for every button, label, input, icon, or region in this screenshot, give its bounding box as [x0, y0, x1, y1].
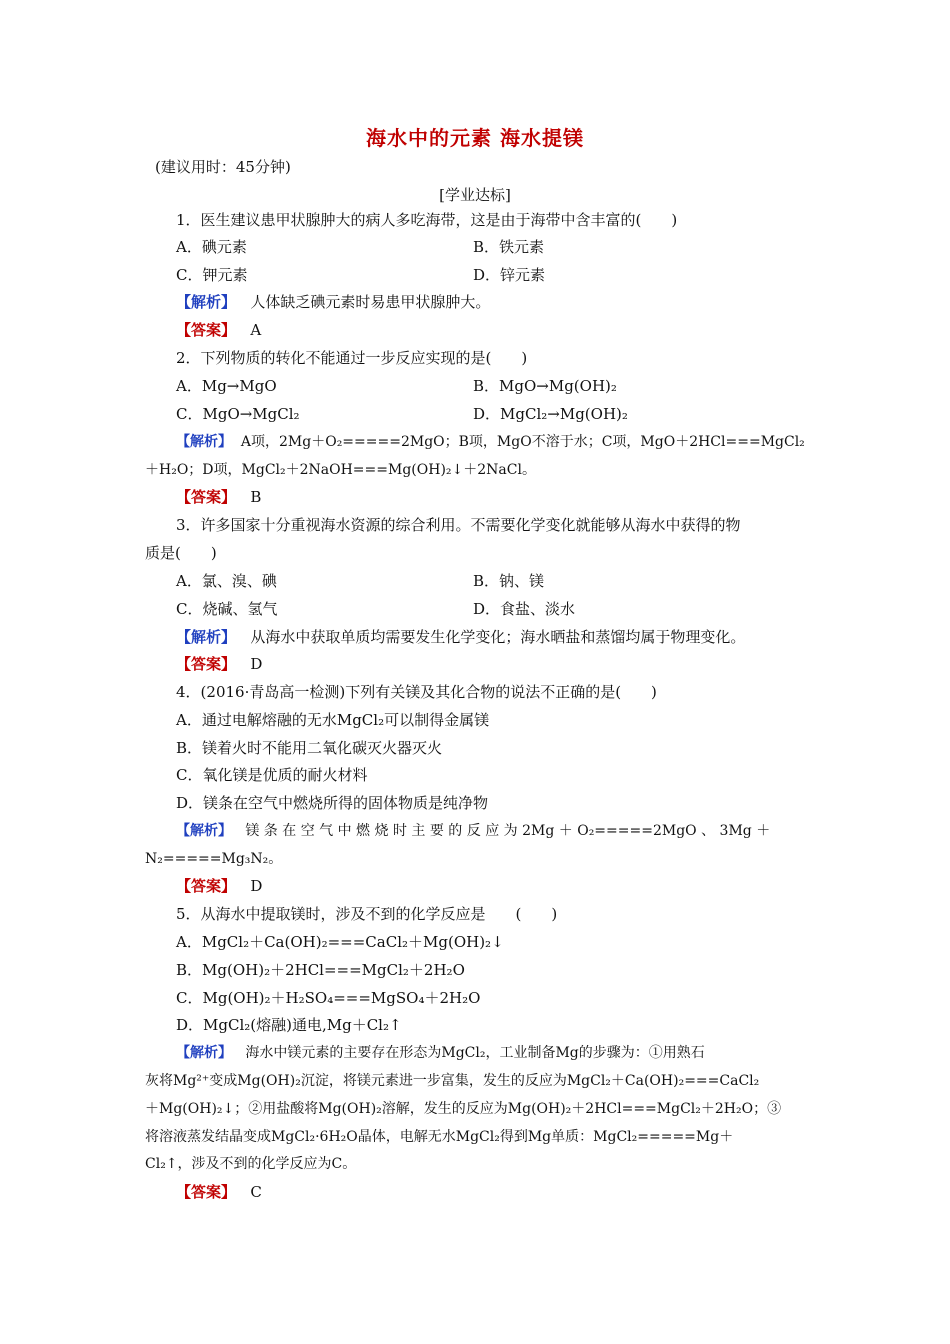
time-suggestion: (建议用时：45分钟) — [155, 158, 291, 176]
answer-tag: 【答案】 — [176, 655, 237, 673]
q5-analysis-line3: ＋Mg(OH)₂↓；②用盐酸将Mg(OH)₂溶解，发生的反应为Mg(OH)₂＋2HCl===MgCl₂＋2H₂O；③ — [145, 1101, 782, 1117]
q2-option-a: A．Mg→MgO — [176, 377, 277, 395]
q3-option-b: B．钠、镁 — [473, 572, 545, 590]
q3-answer — [176, 654, 262, 674]
q3-option-d: D．食盐、淡水 — [473, 600, 576, 618]
q1-stem: 1．医生建议患甲状腺肿大的病人多吃海带，这是由于海带中含丰富的( ) — [176, 211, 678, 229]
q2-analysis — [176, 432, 805, 452]
q4-analysis — [176, 821, 770, 841]
q5-option-c: C．Mg(OH)₂＋H₂SO₄===MgSO₄＋2H₂O — [176, 989, 481, 1007]
q3-analysis-text: 从海水中获取单质均需要发生化学变化；海水晒盐和蒸馏均属于物理变化。 — [250, 628, 746, 646]
q2-option-b: B．MgO→Mg(OH)₂ — [473, 377, 617, 395]
q3-answer-text: D — [250, 655, 263, 673]
q2-analysis-line1: A项，2Mg＋O₂=====2MgO；B项，MgO不溶于水；C项，MgO＋2HCl===MgCl₂ — [240, 434, 805, 450]
q5-option-b: B．Mg(OH)₂＋2HCl===MgCl₂＋2H₂O — [176, 961, 465, 979]
q3-stem-line1: 3．许多国家十分重视海水资源的综合利用。不需要化学变化就能够从海水中获得的物 — [176, 516, 741, 534]
q3-option-a: A．氯、溴、碘 — [176, 572, 277, 590]
q5-stem: 5．从海水中提取镁时，涉及不到的化学反应是 ( ) — [176, 905, 558, 923]
q4-stem: 4．(2016·青岛高一检测)下列有关镁及其化合物的说法不正确的是( ) — [176, 683, 657, 701]
q4-analysis-line1: 镁 条 在 空 气 中 燃 烧 时 主 要 的 反 应 为 2Mg ＋ O₂=====2MgO 、 3Mg ＋ — [245, 823, 771, 839]
q3-option-c: C．烧碱、氢气 — [176, 600, 278, 618]
analysis-tag: 【解析】 — [176, 1045, 232, 1061]
q4-option-d: D．镁条在空气中燃烧所得的固体物质是纯净物 — [176, 794, 489, 812]
q5-option-a: A．MgCl₂＋Ca(OH)₂===CaCl₂＋Mg(OH)₂↓ — [176, 933, 504, 951]
answer-tag: 【答案】 — [176, 488, 237, 506]
q2-analysis-line2: ＋H₂O；D项，MgCl₂＋2NaOH===Mg(OH)₂↓＋2NaCl。 — [145, 462, 536, 478]
q2-option-c: C．MgO→MgCl₂ — [176, 405, 300, 423]
q5-option-d: D．MgCl₂(熔融)通电,Mg＋Cl₂↑ — [176, 1016, 402, 1034]
q1-analysis — [176, 292, 490, 312]
q1-analysis-text: 人体缺乏碘元素时易患甲状腺肿大。 — [250, 293, 491, 311]
q2-answer — [176, 487, 261, 507]
q5-analysis-line2: 灰将Mg²⁺变成Mg(OH)₂沉淀，将镁元素进一步富集，发生的反应为MgCl₂＋Ca(OH)₂===CaCl₂ — [145, 1073, 760, 1089]
q1-option-a: A．碘元素 — [176, 238, 247, 256]
q4-answer-text: D — [250, 877, 263, 895]
q1-option-b: B．铁元素 — [473, 238, 545, 256]
q5-analysis-line4: 将溶液蒸发结晶变成MgCl₂·6H₂O晶体，电解无水MgCl₂得到Mg单质：MgCl₂=====Mg＋ — [145, 1129, 734, 1145]
q4-answer — [176, 876, 262, 896]
q5-analysis — [176, 1043, 705, 1063]
q4-option-a: A．通过电解熔融的无水MgCl₂可以制得金属镁 — [176, 711, 490, 729]
q5-answer-text: C — [250, 1183, 262, 1201]
q2-answer-text: B — [250, 488, 262, 506]
answer-tag: 【答案】 — [176, 321, 237, 339]
q1-answer — [176, 320, 261, 340]
q1-option-c: C．钾元素 — [176, 266, 248, 284]
section-heading: [学业达标] — [439, 186, 511, 204]
answer-tag: 【答案】 — [176, 877, 237, 895]
q4-option-c: C．氧化镁是优质的耐火材料 — [176, 766, 368, 784]
q4-option-b: B．镁着火时不能用二氧化碳灭火器灭火 — [176, 739, 443, 757]
analysis-tag: 【解析】 — [176, 823, 232, 839]
q3-analysis — [176, 627, 745, 647]
q1-answer-text: A — [250, 321, 262, 339]
q4-analysis-line2: N₂=====Mg₃N₂。 — [145, 851, 283, 867]
q2-stem: 2．下列物质的转化不能通过一步反应实现的是( ) — [176, 349, 528, 367]
q3-stem-line2: 质是( ) — [145, 544, 217, 562]
answer-tag: 【答案】 — [176, 1183, 237, 1201]
q1-option-d: D．锌元素 — [473, 266, 546, 284]
q5-analysis-line5: Cl₂↑，涉及不到的化学反应为C。 — [145, 1156, 357, 1172]
analysis-tag: 【解析】 — [176, 293, 237, 311]
analysis-tag: 【解析】 — [176, 434, 232, 450]
q5-answer — [176, 1182, 262, 1202]
analysis-tag: 【解析】 — [176, 628, 237, 646]
q2-option-d: D．MgCl₂→Mg(OH)₂ — [473, 405, 628, 423]
page-title: 海水中的元素 海水提镁 — [366, 126, 584, 150]
q5-analysis-line1: 海水中镁元素的主要存在形态为MgCl₂，工业制备Mg的步骤为：①用熟石 — [245, 1045, 705, 1061]
